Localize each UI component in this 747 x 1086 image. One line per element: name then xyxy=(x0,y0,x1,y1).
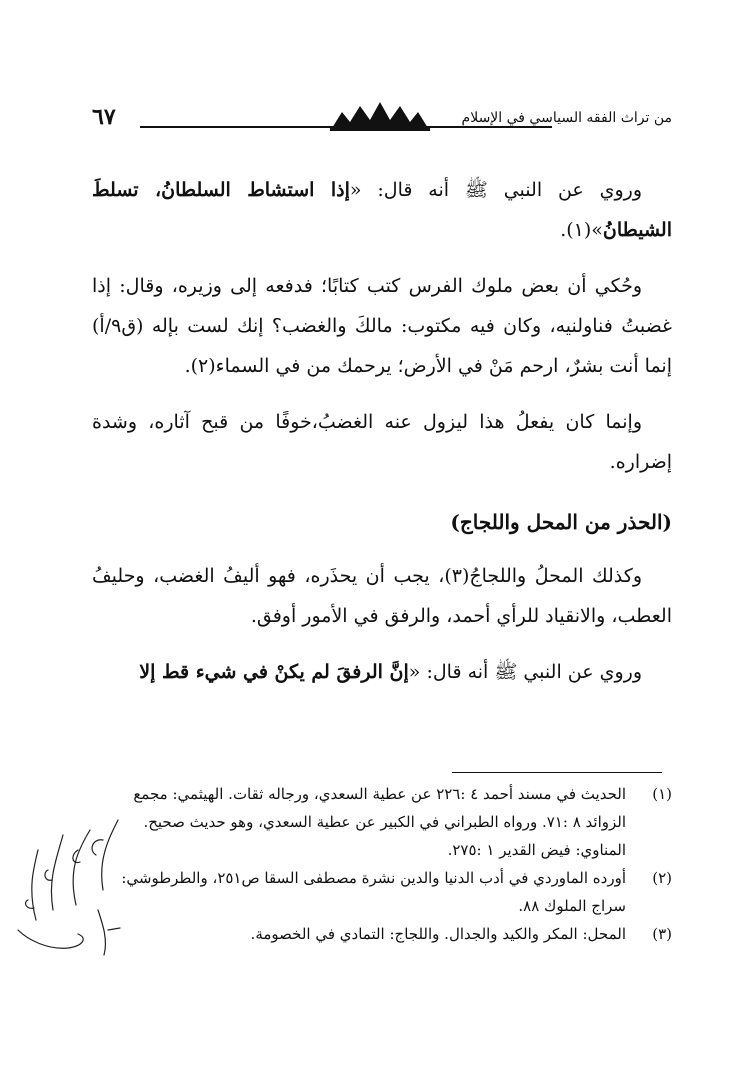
footnote-text: أورده الماوردي في أدب الدنيا والدين نشرة مصطفى السقا ص٢٥١، والطرطوشي: سراج الملوك ٨٨. xyxy=(121,869,626,915)
footnote-text: المحل: المكر والكيد والجدال. واللجاج: التمادي في الخصومة. xyxy=(250,925,626,943)
footnote-3 xyxy=(92,920,672,948)
handwritten-annotation xyxy=(8,810,138,970)
hadith-quote-2: إنَّ الرفقَ لم يكنْ في شيء قط إلا xyxy=(139,661,409,683)
footnote-number: (٢) xyxy=(652,869,672,887)
crown-ornament-icon xyxy=(330,100,430,132)
footnote-rule xyxy=(452,772,662,773)
paragraph-mahl-lajaj: وكذلك المحلُ واللجاجُ(٣)، يجب أن يحذَره، فهو أليفُ الغضب، وحليفُ العطب، والانقياد للرأي أحمد، والرفق في الأمور أوفق. xyxy=(92,565,672,627)
page-number: ٦٧ xyxy=(92,104,116,130)
footnote-2 xyxy=(92,864,672,920)
running-title: من تراث الفقه السياسي في الإسلام xyxy=(461,110,672,126)
footnote-1 xyxy=(92,780,672,864)
body-text xyxy=(92,170,672,708)
footnote-number: (١) xyxy=(652,785,672,803)
hadith-quote-1: إذا استشاط السلطانُ، تسلطَ الشيطانُ xyxy=(92,179,672,241)
section-heading: (الحذر من المحل واللجاج) xyxy=(450,510,672,534)
footnote-number: (٣) xyxy=(652,925,672,943)
page-header xyxy=(92,100,672,134)
footnotes xyxy=(92,780,672,948)
paragraph-persian-king: وحُكي أن بعض ملوك الفرس كتب كتابًا؛ فدفعه إلى وزيره، وقال: إذا غضبتُ فناولنيه، وكان فيه مكتوب: مالكَ والغضب؟ إنك لست بإله (ق٩/أ) إنما أنت بشرٌ، ارحم مَنْ في الأرض؛ يرحمك من في السماء(٢). xyxy=(92,275,672,377)
paragraph-anger: وإنما كان يفعلُ هذا ليزول عنه الغضبُ،خوفًا من قبح آثاره، وشدة إضراره. xyxy=(92,411,672,473)
paragraph-hadith-2: وروي عن النبي ﷺ أنه قال: «إنَّ الرفقَ لم يكنْ في شيء قط إلا xyxy=(139,661,642,683)
footnote-text: الحديث في مسند أحمد ٤ :٢٢٦ عن عطية السعدي، ورجاله ثقات. الهيثمي: مجمع الزوائد ٨ :٧١. ورواه الطبراني في الكبير عن عطية السعدي، وهو حديث صحيح. المناوي: فيض القدير ١ :٢٧٥. xyxy=(133,785,626,859)
paragraph-hadith-1: وروي عن النبي ﷺ أنه قال: «إذا استشاط السلطانُ، تسلطَ الشيطانُ»(١). xyxy=(92,179,672,241)
